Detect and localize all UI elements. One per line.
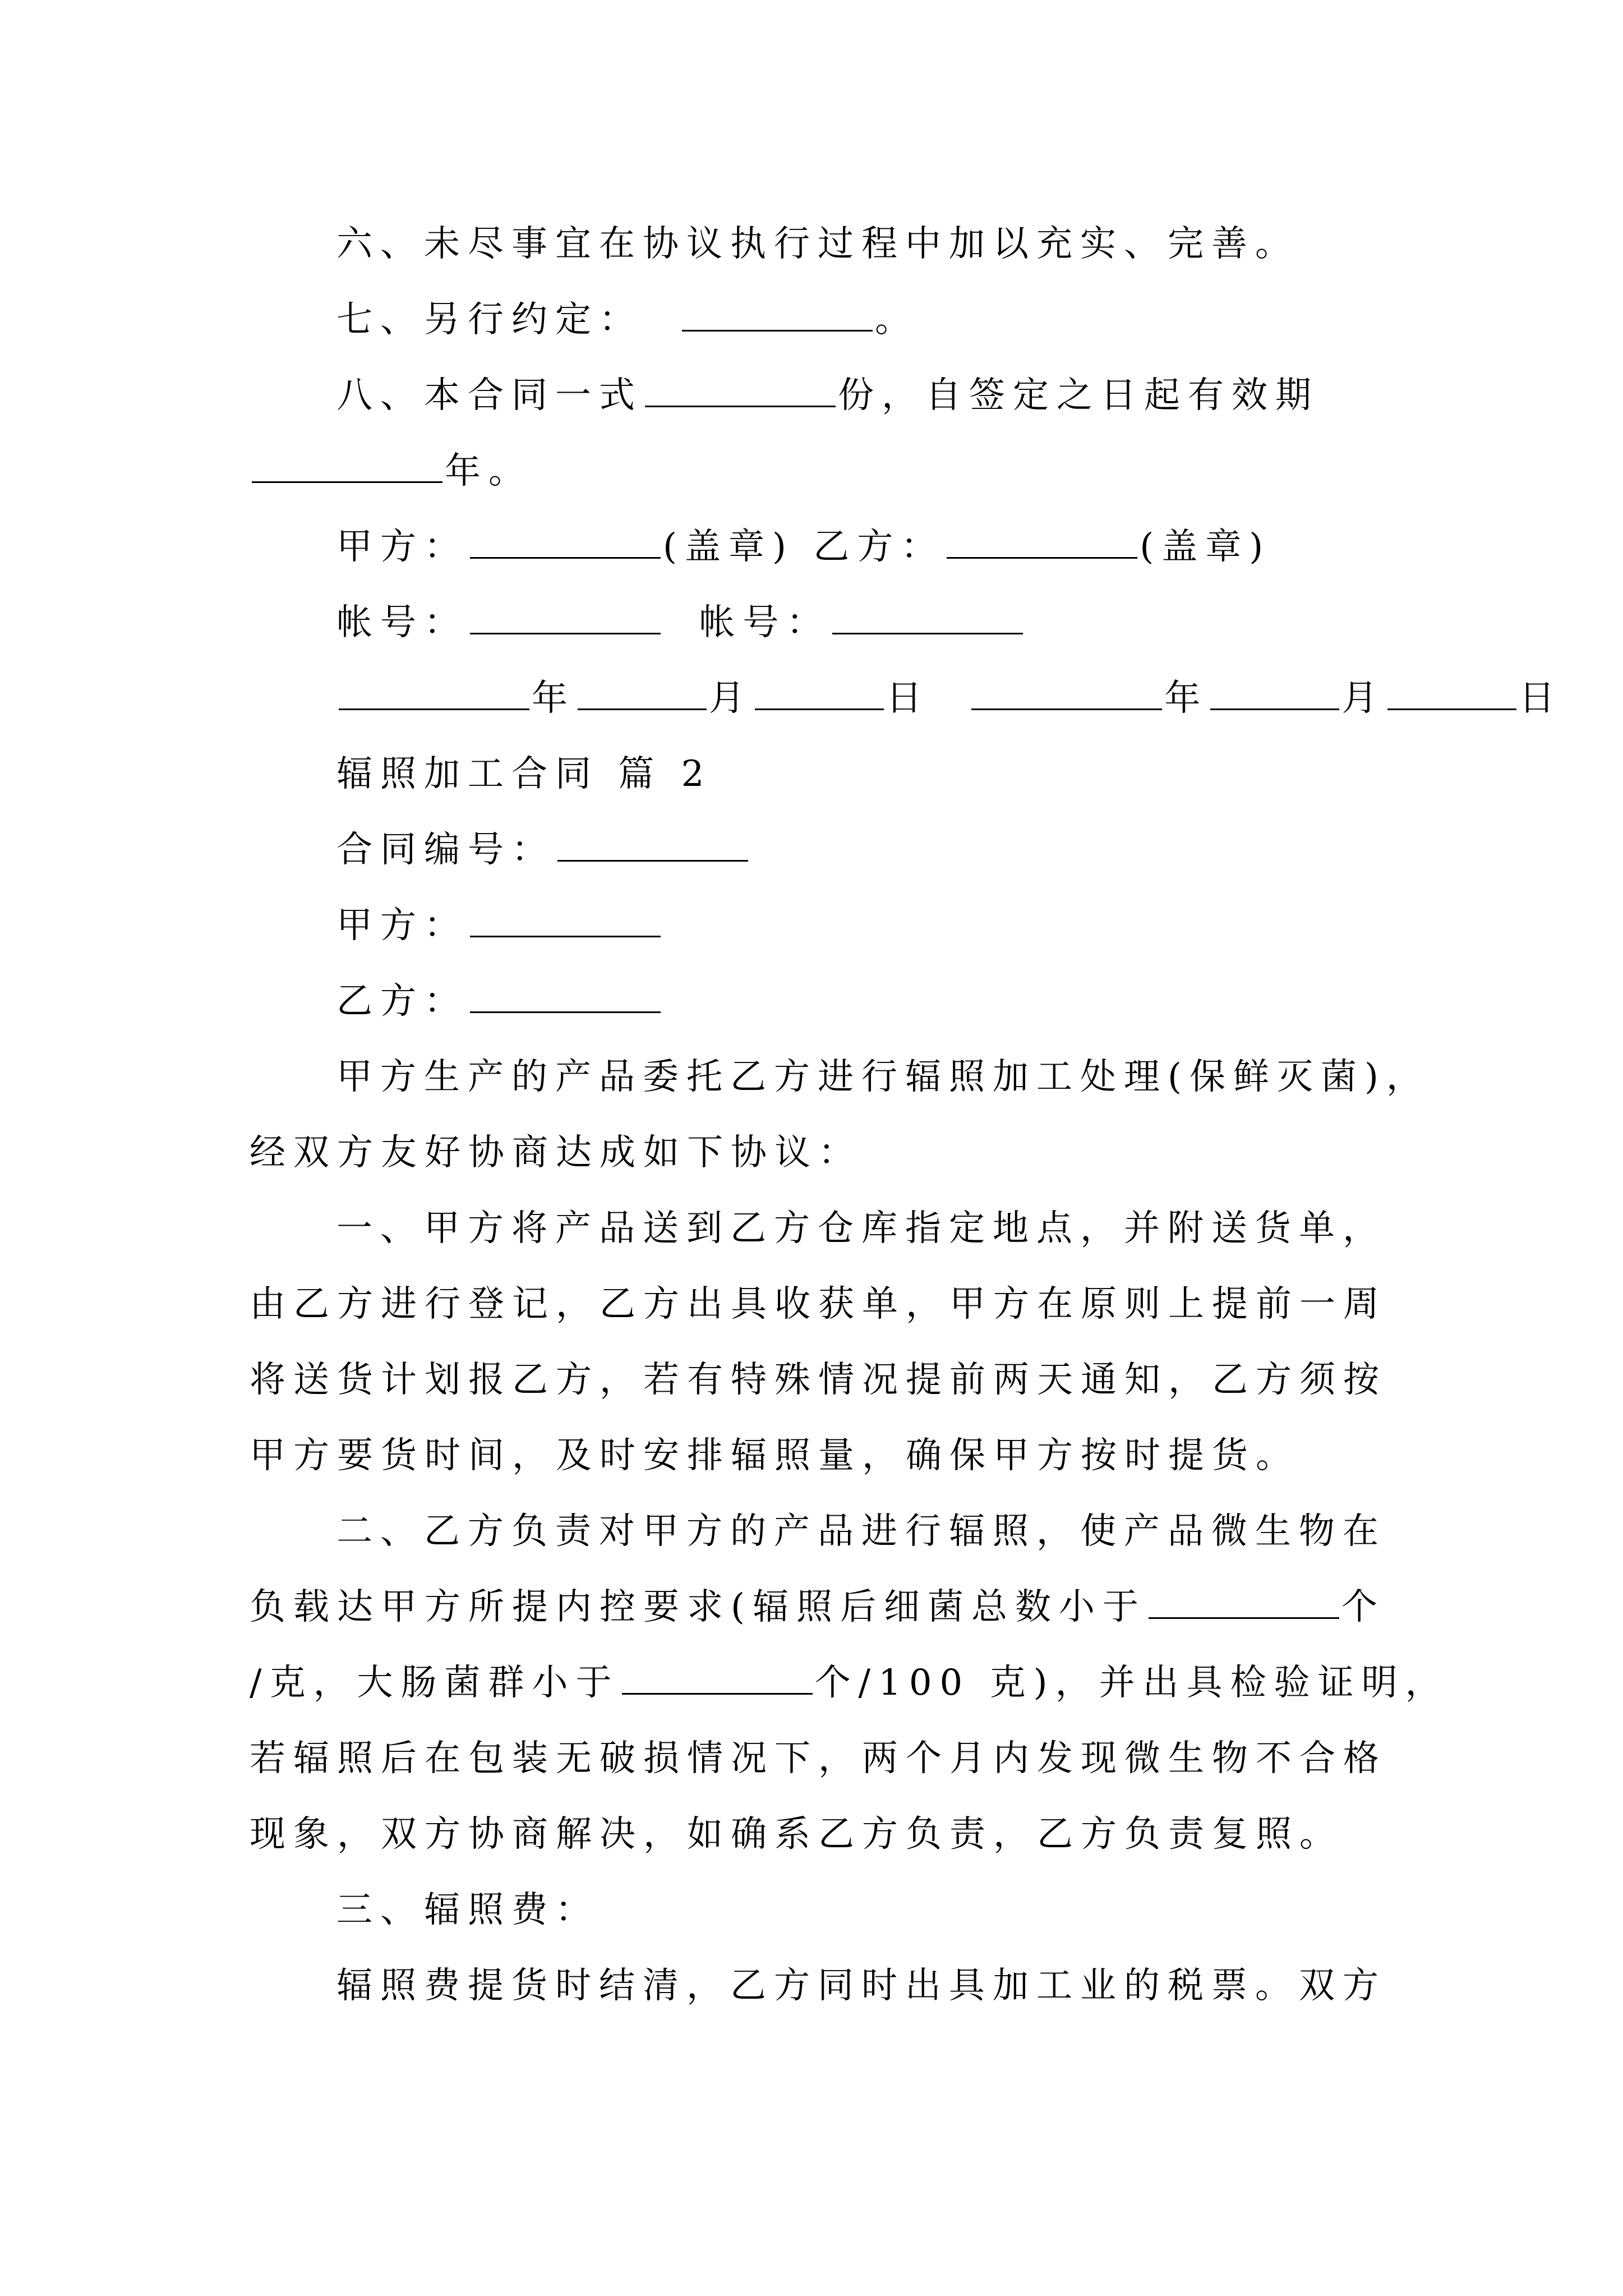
- clause-6-text: 六、未尽事宜在协议执行过程中加以充实、完善。: [336, 223, 1299, 265]
- blank-field: [578, 676, 707, 710]
- clause-1-text-4: 甲方要货时间，及时安排辐照量，确保甲方按时提货。: [250, 1435, 1299, 1476]
- year-label: 年: [1164, 678, 1209, 719]
- account-label-a: 帐号：: [336, 602, 468, 643]
- clause-2-text-4: 若辐照后在包装无破损情况下，两个月内发现微生物不合格: [250, 1738, 1387, 1779]
- clause-6: [336, 219, 1299, 269]
- day-label: 日: [886, 678, 930, 719]
- clause-2-line3: [250, 1658, 1449, 1708]
- clause-3-line1: [336, 1961, 1386, 2011]
- clause-1-line3: [250, 1355, 1387, 1405]
- clause-2-text-3b: 个/100 克)，并出具检验证明，: [814, 1662, 1449, 1704]
- clause-8-text-c: 年。: [445, 450, 532, 492]
- signature-line: [336, 522, 1271, 572]
- blank-field: [1387, 676, 1516, 710]
- clause-7-end: 。: [875, 299, 919, 341]
- party-a-title: 甲方：: [336, 905, 468, 946]
- blank-field: [755, 676, 884, 710]
- clause-1-line1: [336, 1203, 1386, 1254]
- section-title: [336, 749, 712, 799]
- clause-8-line1: [336, 370, 1319, 421]
- blank-field: [622, 1660, 813, 1695]
- blank-field: [947, 524, 1137, 559]
- seal-label-a: (盖章): [663, 526, 794, 568]
- clause-8-line2: [250, 446, 532, 496]
- blank-field: [470, 600, 661, 634]
- blank-field: [682, 297, 873, 332]
- clause-2-text-1: 二、乙方负责对甲方的产品进行辐照，使产品微生物在: [336, 1511, 1386, 1552]
- party-b-title: 乙方：: [336, 981, 468, 1022]
- section-title-text: 辐照加工合同 篇 2: [336, 753, 712, 795]
- blank-field: [832, 600, 1023, 634]
- clause-8-text-b: 份，自签定之日起有效期: [838, 375, 1319, 416]
- party-b-line: [336, 976, 663, 1027]
- seal-label-b: (盖章): [1140, 526, 1271, 568]
- clause-3-text: 三、辐照费：: [336, 1889, 599, 1931]
- clause-1-text-2: 由乙方进行登记，乙方出具收获单，甲方在原则上提前一周: [250, 1283, 1387, 1325]
- contract-number-line: [336, 825, 750, 875]
- intro-text-2: 经双方友好协商达成如下协议：: [250, 1132, 862, 1174]
- clause-2-text-3a: /克，大肠菌群小于: [250, 1662, 620, 1704]
- clause-1-line2: [250, 1279, 1387, 1329]
- clause-1-text-1: 一、甲方将产品送到乙方仓库指定地点，并附送货单，: [336, 1208, 1386, 1249]
- clause-2-text-5: 现象，双方协商解决，如确系乙方负责，乙方负责复照。: [250, 1814, 1343, 1855]
- party-a-line: [336, 900, 663, 951]
- intro-line2: [250, 1128, 862, 1178]
- blank-field: [557, 827, 748, 862]
- clause-7-label: 七、另行约定：: [336, 299, 643, 341]
- clause-3-text-1: 辐照费提货时结清，乙方同时出具加工业的税票。双方: [336, 1965, 1386, 2007]
- blank-field: [971, 676, 1162, 710]
- blank-field: [339, 676, 529, 710]
- clause-2-line2: [250, 1582, 1385, 1632]
- clause-2-line5: [250, 1809, 1343, 1860]
- clause-7: [336, 295, 919, 345]
- blank-field: [1210, 676, 1339, 710]
- date-line: [336, 673, 1562, 724]
- intro-text-1: 甲方生产的产品委托乙方进行辐照加工处理(保鲜灭菌)，: [336, 1056, 1430, 1098]
- clause-1-line4: [250, 1430, 1299, 1481]
- month-label: 月: [709, 678, 753, 719]
- party-a-label: 甲方：: [336, 526, 468, 568]
- month-label: 月: [1341, 678, 1386, 719]
- intro-line1: [336, 1052, 1430, 1102]
- clause-8-text-a: 八、本合同一式: [336, 375, 643, 416]
- blank-field: [252, 449, 442, 483]
- clause-2-text-2a: 负载达甲方所提内控要求(辐照后细菌总数小于: [250, 1586, 1146, 1628]
- party-b-label: 乙方：: [813, 526, 945, 568]
- account-label-b: 帐号：: [699, 602, 831, 643]
- clause-2-line4: [250, 1733, 1387, 1784]
- blank-field: [470, 903, 661, 937]
- blank-field: [470, 524, 661, 559]
- year-label: 年: [532, 678, 575, 719]
- blank-field: [1149, 1585, 1339, 1619]
- clause-2-line1: [336, 1506, 1386, 1557]
- clause-3-heading: [336, 1885, 599, 1935]
- blank-field: [645, 373, 836, 407]
- clause-2-text-2b: 个: [1341, 1586, 1385, 1628]
- blank-field: [470, 979, 661, 1013]
- clause-1-text-3: 将送货计划报乙方，若有特殊情况提前两天通知，乙方须按: [250, 1359, 1387, 1401]
- day-label: 日: [1519, 678, 1563, 719]
- contract-number-label: 合同编号：: [336, 829, 555, 871]
- account-line: [336, 597, 1025, 648]
